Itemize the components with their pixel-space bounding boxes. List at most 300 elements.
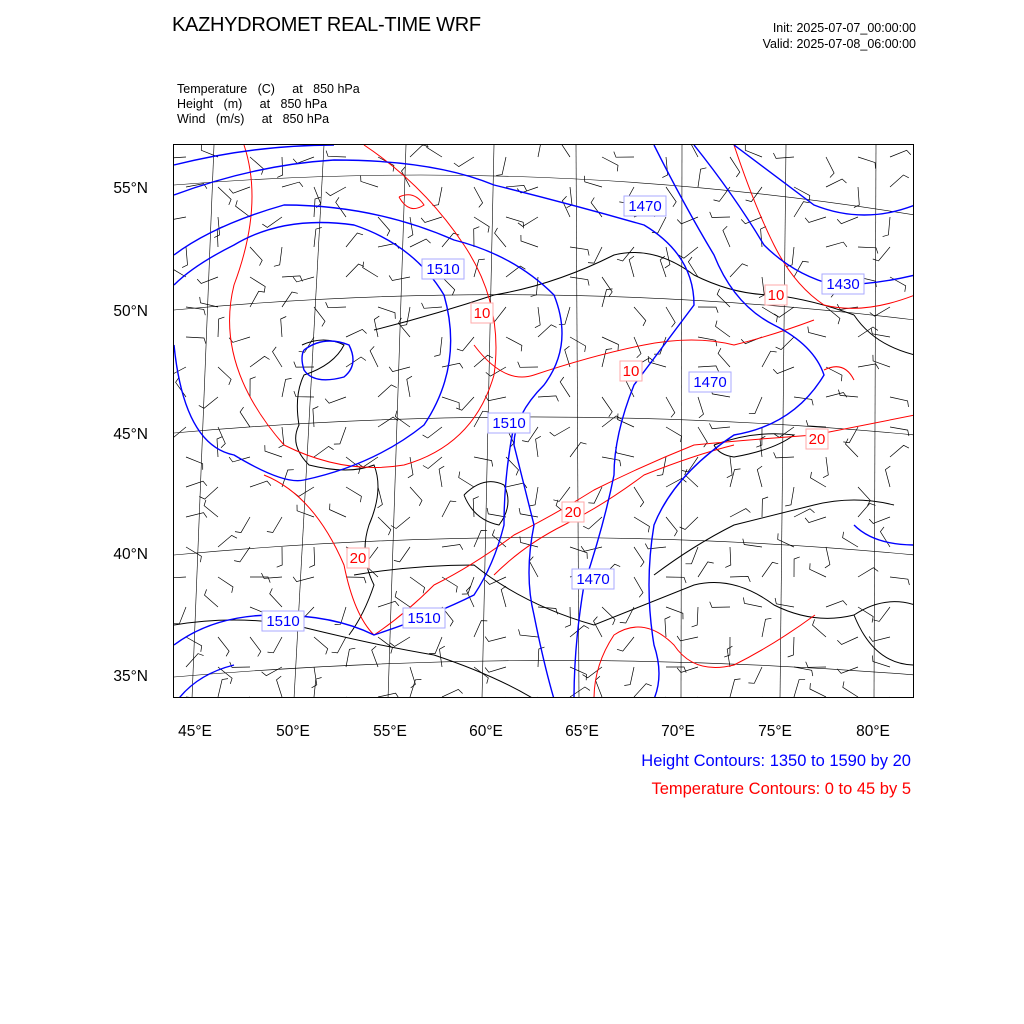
wind-barb: [314, 307, 325, 326]
wind-barb: [680, 517, 698, 530]
wind-barb: [805, 517, 826, 523]
field-description: [177, 82, 360, 127]
wind-barb: [880, 527, 890, 547]
height-label-5: [488, 413, 530, 433]
wind-barb: [698, 397, 704, 418]
wind-barb: [442, 501, 456, 517]
meridian-75: [780, 145, 786, 698]
height-legend: Height Contours: 1350 to 1590 by 20: [641, 752, 911, 770]
wind-barb: [261, 573, 282, 578]
wind-barb: [837, 637, 858, 645]
wind-barb: [501, 586, 506, 607]
wind-barb: [218, 679, 228, 697]
meridian-80: [874, 145, 876, 698]
wind-barb: [274, 247, 282, 266]
wind-barb: [519, 697, 538, 698]
lat-label-35: 35°N: [113, 668, 148, 685]
wind-barb: [698, 168, 706, 187]
wind-barb: [282, 378, 292, 397]
temp-contour-10-mid: [474, 320, 814, 377]
wind-barb: [698, 366, 719, 371]
temp-contour-small-1: [399, 195, 424, 209]
wind-barb: [773, 153, 794, 158]
wind-barb: [346, 577, 366, 583]
wind-barb: [186, 697, 206, 698]
wind-barb: [858, 568, 878, 577]
wind-barb: [776, 337, 794, 350]
wind-barb: [660, 256, 666, 277]
height-contour-1510-west: [174, 223, 451, 481]
wind-barb: [389, 367, 410, 372]
wind-barb: [529, 487, 538, 506]
wind-barb: [312, 667, 317, 688]
wind-barb: [433, 187, 442, 206]
wind-barb: [890, 150, 911, 157]
wind-barb: [200, 297, 218, 307]
wind-barb: [229, 697, 250, 698]
wind-barb: [808, 327, 826, 337]
wind-barb: [666, 307, 675, 327]
height-label-text-1: 1470: [628, 198, 662, 215]
wind-barb: [682, 457, 698, 472]
height-label-text-6: 1510: [266, 613, 300, 630]
wind-barb: [454, 157, 474, 167]
temp-label-text-3: 10: [767, 287, 785, 304]
wind-barb: [665, 247, 670, 268]
wind-barb: [474, 227, 480, 247]
wind-barb: [496, 157, 506, 176]
wind-barb: [858, 487, 870, 506]
wind-barb: [314, 637, 328, 654]
parallel-55: [174, 175, 914, 215]
wind-barb: [560, 377, 570, 397]
wind-barb: [389, 275, 410, 280]
wind-barb: [690, 145, 699, 157]
wind-barb: [634, 684, 652, 697]
wind-barb: [698, 307, 718, 313]
wind-barb: [553, 487, 570, 501]
height-label-text-2: 1510: [426, 261, 460, 278]
wind-barb: [692, 607, 698, 627]
field-temperature: Temperature (C) at 850 hPa: [177, 82, 360, 96]
wind-barb: [326, 151, 346, 157]
wind-barb: [634, 517, 649, 532]
temp-label-text-2: 10: [622, 363, 640, 380]
wind-barb: [336, 197, 346, 217]
wind-barb: [282, 292, 298, 307]
wind-barb: [785, 487, 794, 506]
wind-barb: [858, 157, 876, 169]
wind-barb: [218, 535, 237, 547]
wind-barb: [370, 346, 378, 367]
wind-barb: [846, 439, 859, 457]
height-label-7: [572, 569, 614, 589]
contour-labels: [262, 196, 864, 631]
wind-barb: [774, 452, 794, 458]
height-contour-1490: [174, 205, 562, 698]
wind-barb: [471, 697, 476, 698]
wind-barb: [858, 503, 876, 517]
wind-barb: [474, 217, 489, 233]
wind-barb: [250, 481, 271, 487]
wind-barb: [332, 637, 346, 653]
wind-barb: [883, 217, 890, 237]
iran-border: [174, 620, 534, 698]
wind-barb: [346, 697, 362, 698]
wind-barb: [538, 145, 547, 157]
wind-barb: [794, 202, 809, 217]
wind-barb: [229, 337, 250, 342]
wind-barb: [806, 420, 826, 427]
lon-label-50: 50°E: [276, 723, 310, 740]
wind-barb: [570, 547, 587, 559]
wind-barb: [762, 351, 777, 367]
lon-label-45: 45°E: [178, 723, 212, 740]
wind-barb: [826, 179, 847, 187]
wind-barb: [519, 508, 538, 517]
wind-barb: [570, 443, 587, 458]
wind-barb: [813, 619, 827, 637]
wind-barb: [858, 607, 873, 623]
wind-barb: [837, 217, 858, 224]
wind-barb: [309, 547, 315, 567]
wind-barb: [757, 466, 762, 487]
wind-barb: [262, 667, 282, 676]
height-label-text-8: 1510: [407, 610, 441, 627]
wind-barb: [826, 157, 834, 178]
wind-barb: [439, 466, 444, 487]
wind-barb: [717, 289, 730, 307]
wind-barb: [570, 247, 589, 256]
wind-barb: [506, 217, 524, 228]
temp-label-5: [562, 502, 584, 522]
wind-barb: [214, 217, 219, 238]
wind-barb: [394, 547, 410, 562]
temperature-legend: Temperature Contours: 0 to 45 by 5: [651, 780, 911, 798]
wind-barb: [236, 200, 250, 217]
field-wind: Wind (m/s) at 850 hPa: [177, 112, 330, 126]
valid-time: Valid: 2025-07-08_06:00:00: [762, 37, 916, 51]
wind-barb: [596, 676, 603, 697]
lon-label-60: 60°E: [469, 723, 503, 740]
wind-barb: [519, 629, 539, 637]
wind-barb: [709, 423, 730, 428]
wind-barb: [614, 152, 634, 158]
height-label-4: [689, 372, 731, 392]
wind-barb: [823, 457, 828, 478]
wind-barb: [870, 307, 890, 316]
wind-barb: [273, 347, 283, 367]
wind-barb: [677, 667, 698, 673]
wind-barb: [873, 607, 890, 621]
wind-barb: [235, 517, 250, 533]
lat-label-40: 40°N: [113, 546, 148, 563]
wind-barb: [583, 667, 603, 678]
wind-barb: [716, 321, 731, 337]
height-label-text-4: 1470: [693, 374, 727, 391]
wind-barb: [314, 678, 322, 698]
wind-barb: [666, 187, 676, 207]
wind-barb: [805, 217, 826, 223]
wind-barb: [634, 547, 644, 567]
wind-barb: [550, 427, 570, 436]
wind-barb: [794, 667, 813, 676]
wind-barb: [806, 662, 826, 668]
wind-barb: [710, 602, 730, 608]
wind-barb: [346, 357, 366, 367]
wind-barb: [794, 557, 800, 577]
wind-barb: [602, 277, 612, 297]
temp-label-3: [765, 285, 787, 305]
wind-barb: [250, 277, 265, 293]
temperature-contours: [230, 145, 914, 698]
wind-barb: [407, 376, 412, 397]
wind-barb: [885, 466, 890, 487]
wind-barb: [811, 472, 827, 487]
wind-barb: [485, 667, 506, 672]
wind-barb: [361, 175, 378, 187]
wind-barb: [378, 307, 395, 319]
wind-barb: [410, 679, 421, 697]
wind-barb: [529, 557, 538, 577]
wind-barb: [724, 637, 730, 657]
wind-barb: [174, 607, 186, 624]
wind-barb: [538, 396, 559, 402]
wind-barb: [749, 397, 762, 414]
wind-barb: [810, 683, 826, 697]
wind-barb: [174, 573, 186, 579]
wind-barb: [346, 648, 355, 667]
wind-barb: [378, 417, 398, 427]
lon-label-65: 65°E: [565, 723, 599, 740]
height-contour-1410: [734, 145, 914, 215]
wind-barb: [570, 687, 590, 697]
wind-barb: [434, 337, 442, 356]
wind-barb: [313, 407, 318, 428]
wind-barb: [665, 617, 670, 638]
wind-barb: [645, 544, 666, 549]
wind-barb: [858, 364, 879, 369]
temp-label-text-4: 20: [808, 431, 826, 448]
wind-barb: [634, 577, 643, 597]
wind-barb: [186, 654, 204, 667]
wind-barb: [294, 362, 314, 368]
wind-barb: [618, 414, 634, 428]
wind-barb: [410, 487, 422, 506]
wind-barb: [442, 363, 463, 368]
height-contour-1530-ring: [302, 341, 353, 380]
wind-barb: [174, 262, 186, 277]
lat-label-55: 55°N: [113, 180, 148, 197]
wind-barb: [186, 481, 207, 487]
wind-barb: [629, 256, 634, 277]
wind-barb: [218, 317, 224, 337]
map-title: KAZHYDROMET REAL-TIME WRF: [172, 14, 481, 36]
lat-label-45: 45°N: [113, 426, 148, 443]
wind-barb: [442, 689, 463, 697]
wind-barb: [730, 264, 748, 277]
wind-barb: [624, 667, 634, 686]
wind-barb: [494, 697, 506, 698]
temp-label-text-6: 20: [349, 550, 367, 567]
wind-barb: [314, 446, 334, 457]
wind-barb: [294, 391, 314, 397]
wind-barb: [666, 478, 686, 487]
wind-barb: [810, 563, 826, 577]
wind-barb: [762, 562, 778, 577]
parallel-45: [174, 417, 914, 435]
wind-barb: [748, 667, 762, 683]
wind-barb: [487, 508, 506, 517]
wind-barb: [174, 367, 186, 376]
wind-barb: [602, 289, 613, 307]
height-contour-1510-south: [174, 425, 514, 645]
wind-barb: [602, 457, 621, 466]
height-label-1: [624, 196, 666, 216]
wind-barb: [346, 233, 363, 247]
wind-barb: [634, 487, 644, 507]
wind-barb: [218, 187, 231, 205]
wind-barb: [378, 517, 391, 535]
wind-barb: [229, 187, 250, 193]
wind-barb: [474, 187, 483, 207]
time-info: [763, 20, 916, 52]
wind-barb: [442, 545, 463, 550]
temp-label-6: [347, 548, 369, 568]
wind-barb: [250, 291, 265, 307]
wind-barb: [666, 427, 682, 442]
wind-barb: [250, 637, 261, 657]
wind-barb: [410, 667, 415, 688]
wind-barb: [602, 397, 612, 417]
wind-barb: [869, 517, 890, 524]
wind-barb: [666, 397, 675, 417]
wind-barb: [408, 217, 413, 238]
wind-barb: [205, 589, 219, 607]
wind-barb: [363, 262, 378, 277]
wind-barb: [201, 145, 218, 157]
wind-barb: [890, 175, 909, 187]
wind-barb: [199, 487, 218, 499]
wind-barb: [730, 679, 741, 697]
wind-barb: [730, 157, 740, 177]
wind-barb: [570, 626, 589, 637]
wind-barb: [495, 228, 506, 247]
height-contour-east-small: [854, 525, 914, 545]
map-canvas: [174, 145, 914, 698]
parallel-50: [174, 295, 914, 320]
wind-barb: [421, 217, 442, 223]
wind-barb: [186, 337, 206, 344]
wind-barb: [282, 182, 303, 187]
wind-barb: [843, 532, 858, 547]
wind-barb: [250, 377, 256, 397]
wind-barb: [743, 597, 762, 607]
wind-barb: [442, 277, 455, 295]
temp-contour-south-east: [594, 615, 815, 698]
wind-barb: [679, 697, 698, 698]
wind-barb: [186, 547, 201, 562]
init-time: Init: 2025-07-07_00:00:00: [772, 21, 916, 35]
wind-barb: [218, 367, 231, 385]
wind-barb: [506, 337, 522, 351]
wind-barb: [314, 228, 322, 248]
wind-barb: [666, 577, 686, 583]
wind-barb: [186, 513, 207, 518]
wind-barb: [427, 145, 442, 157]
wind-barb: [775, 598, 794, 607]
wind-barb: [378, 217, 390, 236]
wind-barb: [581, 546, 602, 551]
wind-barb: [794, 679, 805, 697]
wind-barb: [199, 397, 218, 408]
wind-barb: [474, 457, 493, 467]
wind-barb: [186, 457, 203, 470]
wind-barb: [492, 530, 506, 548]
wind-barb: [890, 577, 909, 585]
lon-label-75: 75°E: [758, 723, 792, 740]
wind-barb: [250, 247, 262, 266]
wind-barb: [325, 397, 346, 403]
wind-barb: [346, 264, 364, 277]
wind-barb: [591, 198, 602, 218]
lat-label-50: 50°N: [113, 303, 148, 320]
wind-barb: [326, 302, 346, 308]
height-label-text-3: 1430: [826, 276, 860, 293]
wind-barb: [602, 337, 618, 351]
wind-barb: [277, 676, 283, 697]
height-label-3: [822, 274, 864, 294]
wind-barb: [277, 547, 283, 567]
wind-barb: [890, 397, 909, 407]
wind-barb: [774, 427, 794, 437]
wind-barb: [858, 247, 878, 254]
wind-barb: [826, 242, 847, 247]
wind-barb: [346, 329, 367, 337]
wind-barb: [174, 215, 186, 220]
lon-label-55: 55°E: [373, 723, 407, 740]
wind-barb: [197, 277, 218, 284]
wind-barb: [485, 637, 506, 642]
wind-barb: [756, 427, 762, 447]
wind-barb: [293, 277, 314, 282]
wind-barb: [462, 577, 474, 594]
field-height: Height (m) at 850 hPa: [177, 97, 328, 111]
wind-barb: [584, 176, 602, 187]
wind-barb: [518, 362, 538, 368]
wind-barb: [218, 577, 233, 593]
temp-label-2: [620, 361, 642, 381]
wind-barb: [204, 500, 218, 517]
wind-barb: [457, 337, 474, 351]
china-border: [854, 315, 914, 665]
wind-barb: [730, 509, 750, 517]
wind-barb: [535, 307, 540, 328]
lon-label-80: 80°E: [856, 723, 890, 740]
wind-barb: [741, 217, 762, 224]
height-label-text-7: 1470: [576, 571, 610, 588]
wind-barb: [788, 637, 794, 657]
wind-barb: [174, 153, 186, 159]
temp-label-4: [806, 429, 828, 449]
wind-barb: [422, 303, 443, 308]
wind-barb: [268, 637, 283, 653]
wind-barb: [602, 157, 618, 171]
meridian-70: [681, 145, 682, 698]
wind-barb: [408, 457, 413, 478]
wind-barb: [538, 325, 557, 337]
wind-barb: [218, 637, 229, 656]
